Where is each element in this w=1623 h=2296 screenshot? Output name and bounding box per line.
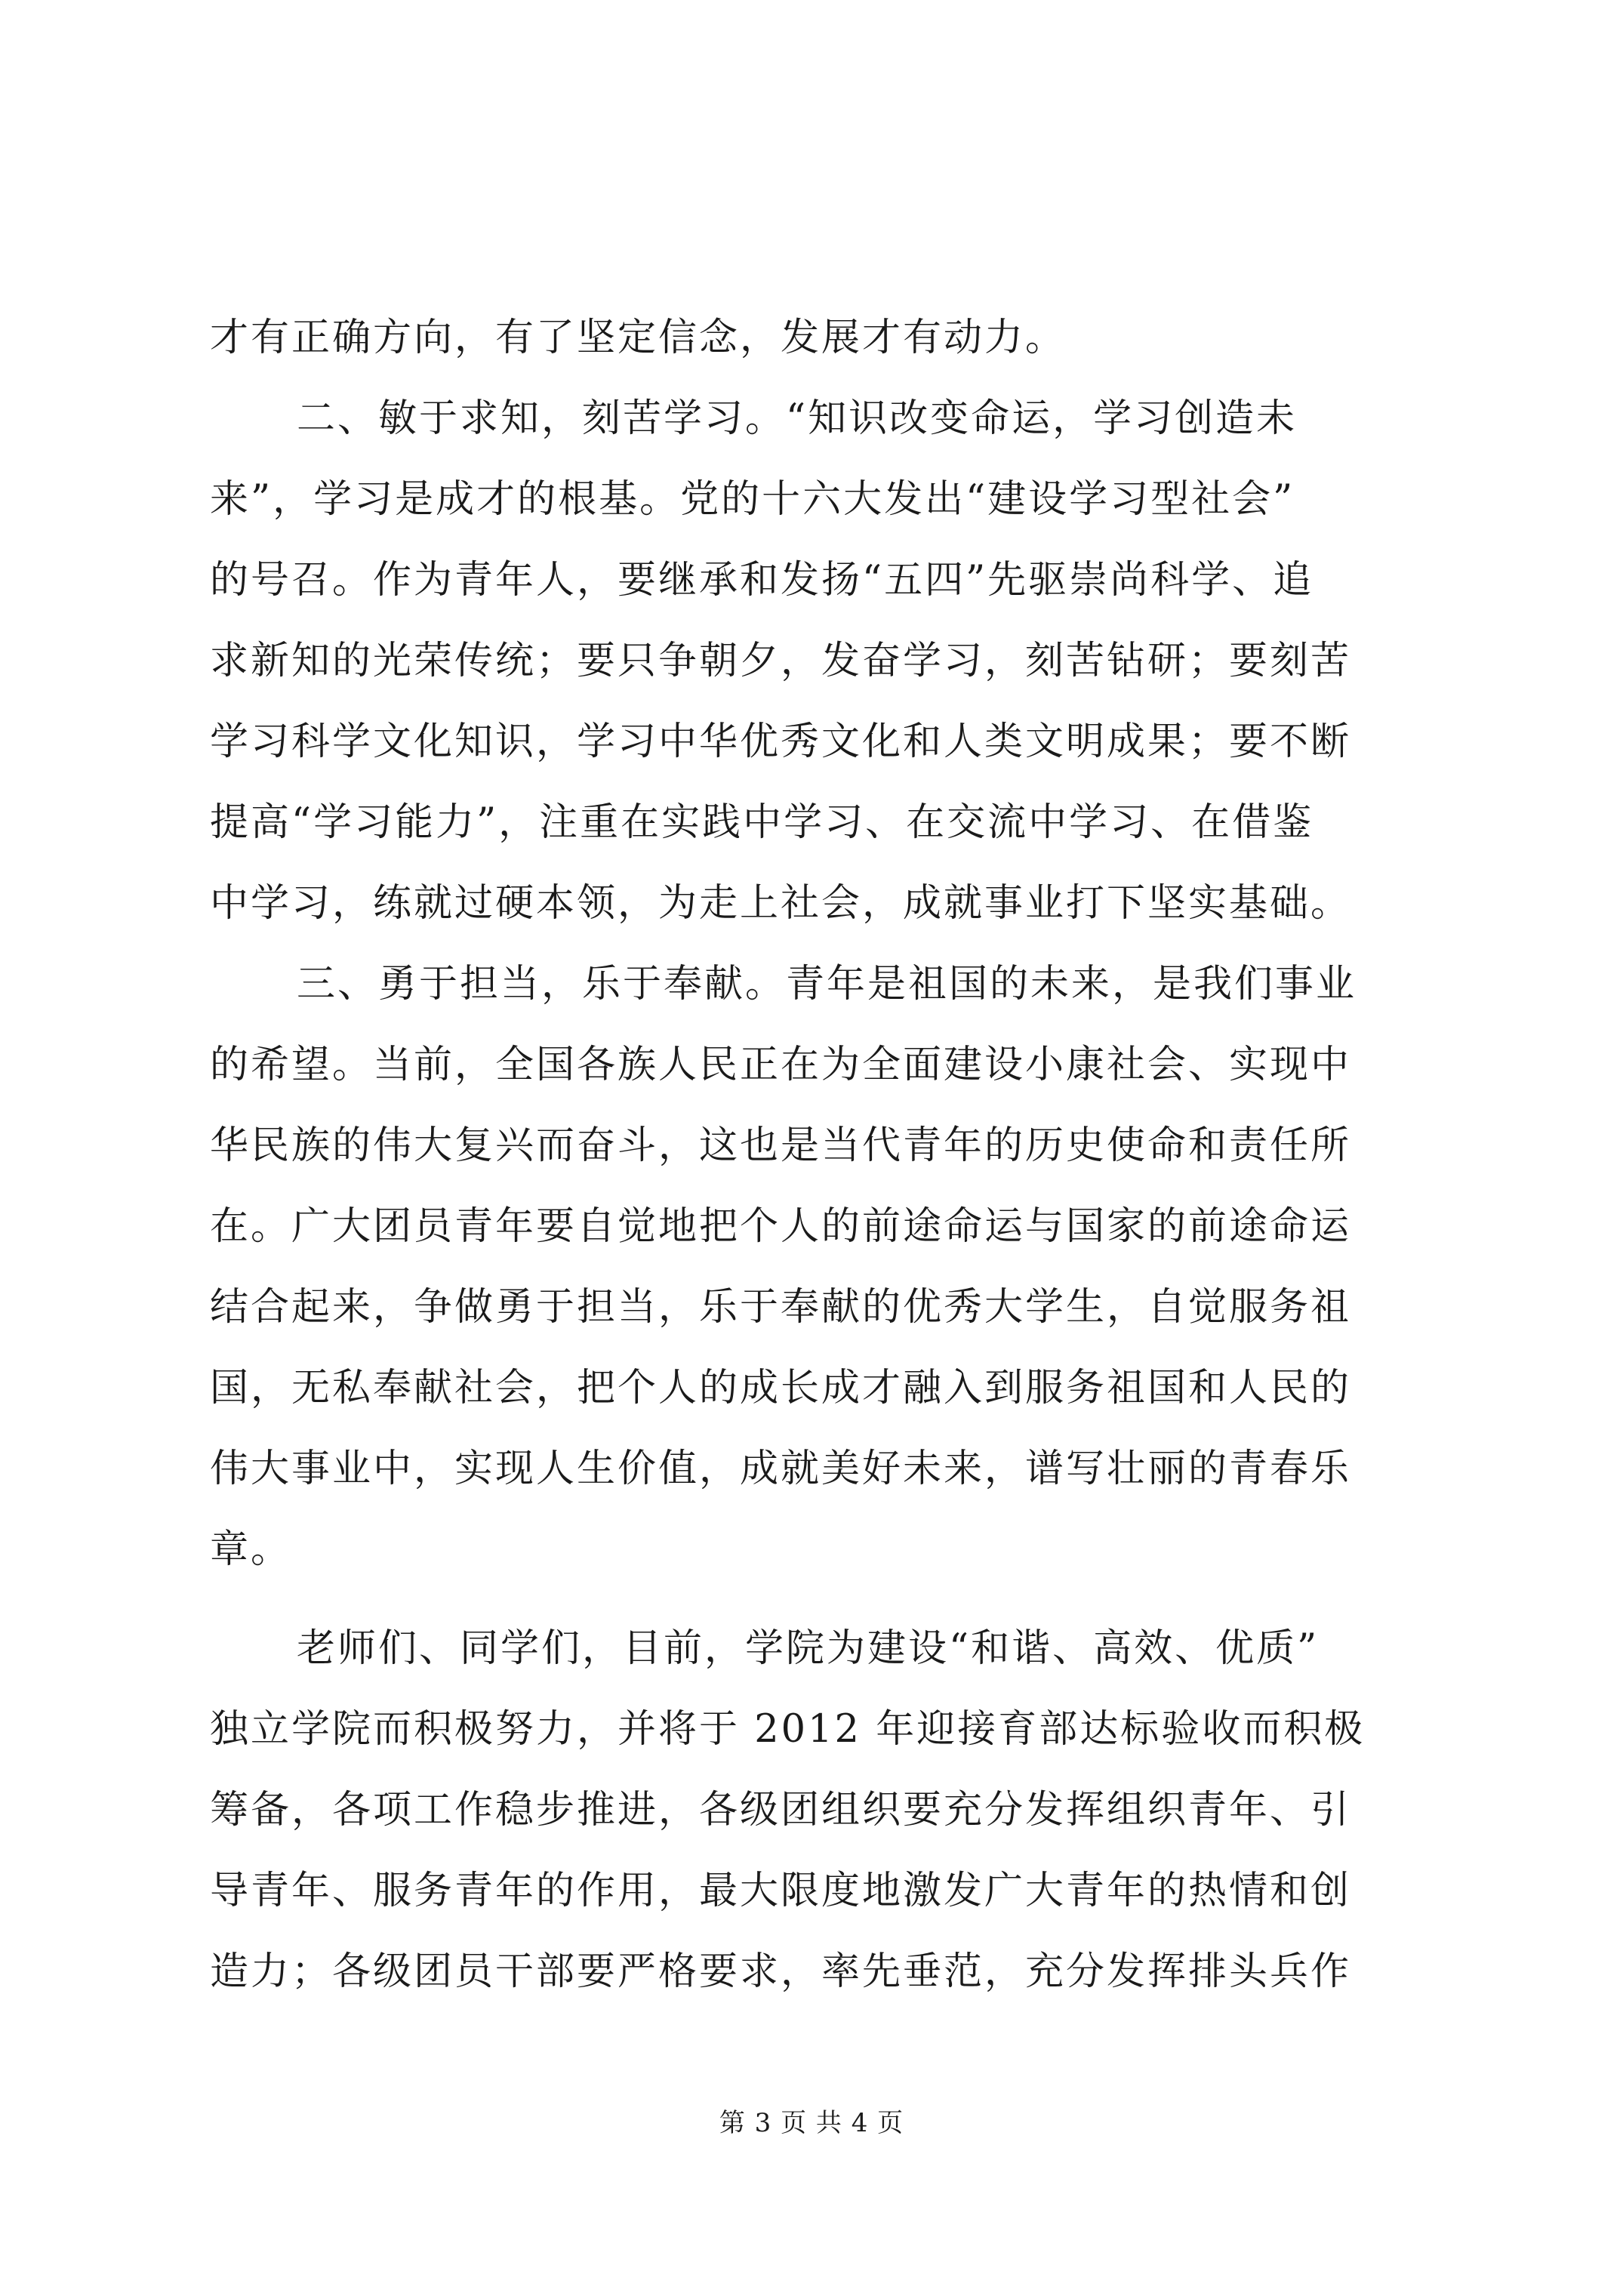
text-line: 才有正确方向，有了坚定信念，发展才有动力。 [210, 316, 1067, 360]
page-number-footer: 第 3 页 共 4 页 [719, 2108, 904, 2138]
text-line: 独立学院而积极努力，并将于 2012 年迎接育部达标验收而积极 [210, 1707, 1366, 1752]
text-line: 求新知的光荣传统；要只争朝夕，发奋学习，刻苦钻研；要刻苦 [210, 639, 1352, 683]
text-line: 中学习，练就过硬本领，为走上社会，成就事业打下坚实基础。 [210, 881, 1352, 926]
text-line: 的号召。作为青年人，要继承和发扬“五四”先驱崇尚科学、追 [210, 558, 1314, 603]
paragraph-start-line: 老师们、同学们，目前，学院为建设“和谐、高效、优质” [297, 1626, 1320, 1671]
text-line: 结合起来，争做勇于担当，乐于奉献的优秀大学生，自觉服务祖 [210, 1285, 1352, 1330]
text-line: 在。广大团员青年要自觉地把个人的前途命运与国家的前途命运 [210, 1204, 1352, 1249]
text-line: 的希望。当前，全国各族人民正在为全面建设小康社会、实现中 [210, 1043, 1352, 1087]
text-line: 筹备，各项工作稳步推进，各级团组织要充分发挥组织青年、引 [210, 1788, 1352, 1832]
section-heading-line: 三、勇于担当，乐于奉献。青年是祖国的未来，是我们事业 [297, 962, 1357, 1006]
text-line: 造力；各级团员干部要严格要求，率先垂范，充分发挥排头兵作 [210, 1949, 1352, 1994]
text-line: 提高“学习能力”，注重在实践中学习、在交流中学习、在借鉴 [210, 800, 1314, 845]
text-line: 华民族的伟大复兴而奋斗，这也是当代青年的历史使命和责任所 [210, 1123, 1352, 1168]
text-line: 来”，学习是成才的根基。党的十六大发出“建设学习型社会” [210, 477, 1295, 522]
text-line: 章。 [210, 1527, 292, 1572]
text-line: 导青年、服务青年的作用，最大限度地激发广大青年的热情和创 [210, 1869, 1352, 1913]
section-heading-line: 二、敏于求知，刻苦学习。“知识改变命运，学习创造未 [297, 396, 1298, 441]
text-line: 伟大事业中，实现人生价值，成就美好未来，谱写壮丽的青春乐 [210, 1447, 1352, 1491]
text-line: 学习科学文化知识，学习中华优秀文化和人类文明成果；要不断 [210, 720, 1352, 764]
text-line: 国，无私奉献社会，把个人的成长成才融入到服务祖国和人民的 [210, 1366, 1352, 1410]
